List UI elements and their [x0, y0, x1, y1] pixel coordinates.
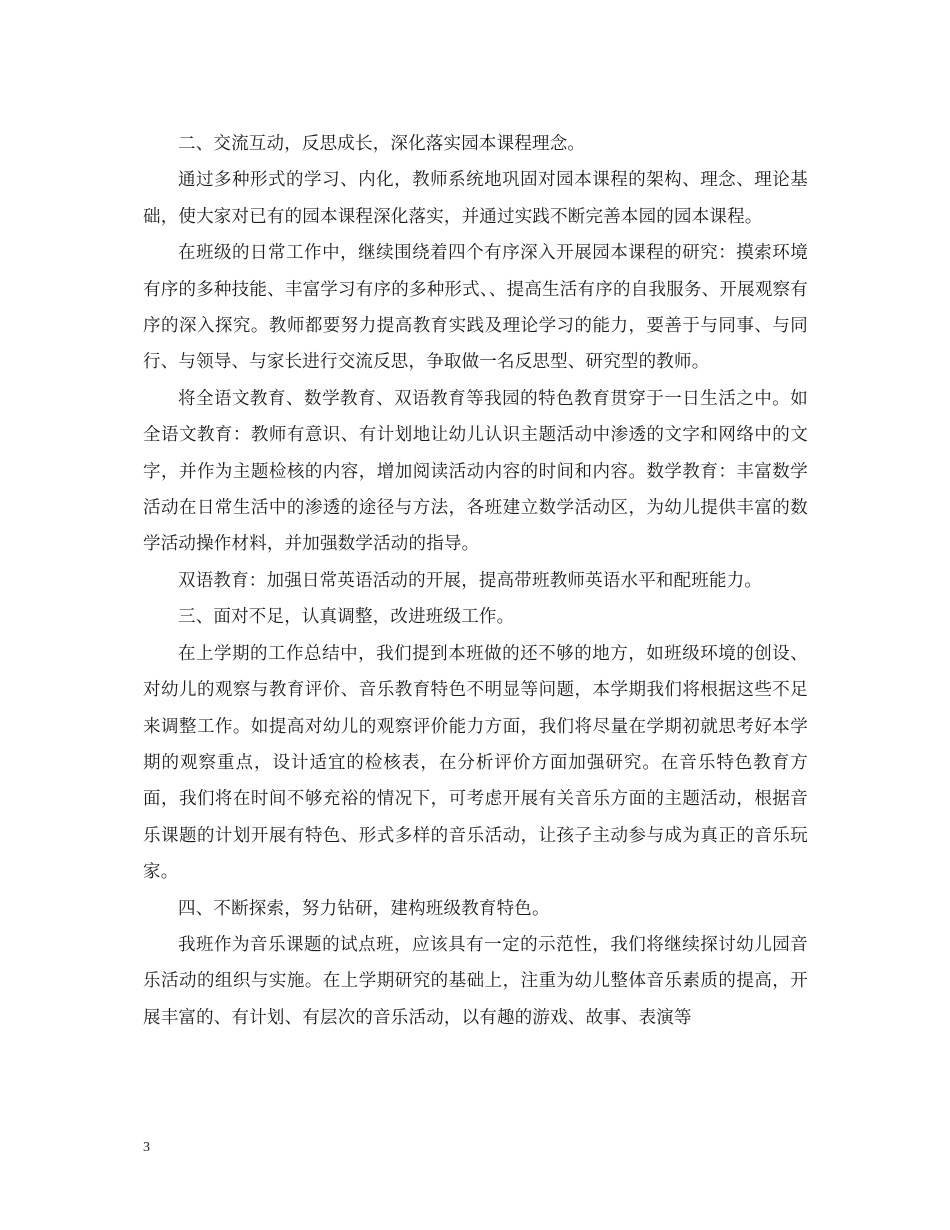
paragraph: 在上学期的工作总结中，我们提到本班做的还不够的地方，如班级环境的创设、对幼儿的观察与教育评价、音乐教育特色不明显等问题，本学期我们将根据这些不足来调整工作。如提高对幼儿的观察评价能力方面，我们将尽量在学期初就思考好本学期的观察重点，设计适宜的检核表，在分析评价方面加强研究。在音乐特色教育方面，我们将在时间不够充裕的情况下，可考虑开展有关音乐方面的主题活动，根据音乐课题的计划开展有特色、形式多样的音乐活动，让孩子主动参与成为真正的音乐玩家。 — [143, 643, 808, 883]
paragraph: 将全语文教育、数学教育、双语教育等我园的特色教育贯穿于一日生活之中。如全语文教育：教师有意识、有计划地让幼儿认识主题活动中渗透的文字和网络中的文字，并作为主题检核的内容，增加阅读活动内容的时间和内容。数学教育：丰富数学活动在日常生活中的渗透的途径与方法，各班建立数学活动区，为幼儿提供丰富的数学活动操作材料，并加强数学活动的指导。 — [143, 388, 808, 555]
paragraph: 在班级的日常工作中，继续围绕着四个有序深入开展园本课程的研究：摸索环境有序的多种技能、丰富学习有序的多种形式、、提高生活有序的自我服务、开展观察有序的深入探究。教师都要努力提高教育实践及理论学习的能力，要善于与同事、与同行、与领导、与家长进行交流反思，争取做一名反思型、研究型的教师。 — [143, 243, 808, 373]
section-heading-3: 三、面对不足，认真调整，改进班级工作。 — [178, 607, 515, 628]
document-body — [143, 126, 808, 1036]
section-heading-4: 四、不断探索，努力钻研，建构班级教育特色。 — [178, 898, 550, 919]
section-heading-2: 二、交流互动，反思成长，深化落实园本课程理念。 — [178, 134, 586, 154]
paragraph: 我班作为音乐课题的试点班，应该具有一定的示范性，我们将继续探讨幼儿园音乐活动的组织与实施。在上学期研究的基础上，注重为幼儿整体音乐素质的提高，开展丰富的、有计划、有层次的音乐活动，以有趣的游戏、故事、表演等 — [143, 934, 808, 1028]
paragraph: 通过多种形式的学习、内化，教师系统地巩固对园本课程的架构、理念、理论基础，使大家对已有的园本课程深化落实，并通过实践不断完善本园的园本课程。 — [143, 170, 808, 227]
paragraph: 双语教育：加强日常英语活动的开展，提高带班教师英语水平和配班能力。 — [178, 570, 763, 591]
page-number: 3 — [143, 1140, 150, 1155]
